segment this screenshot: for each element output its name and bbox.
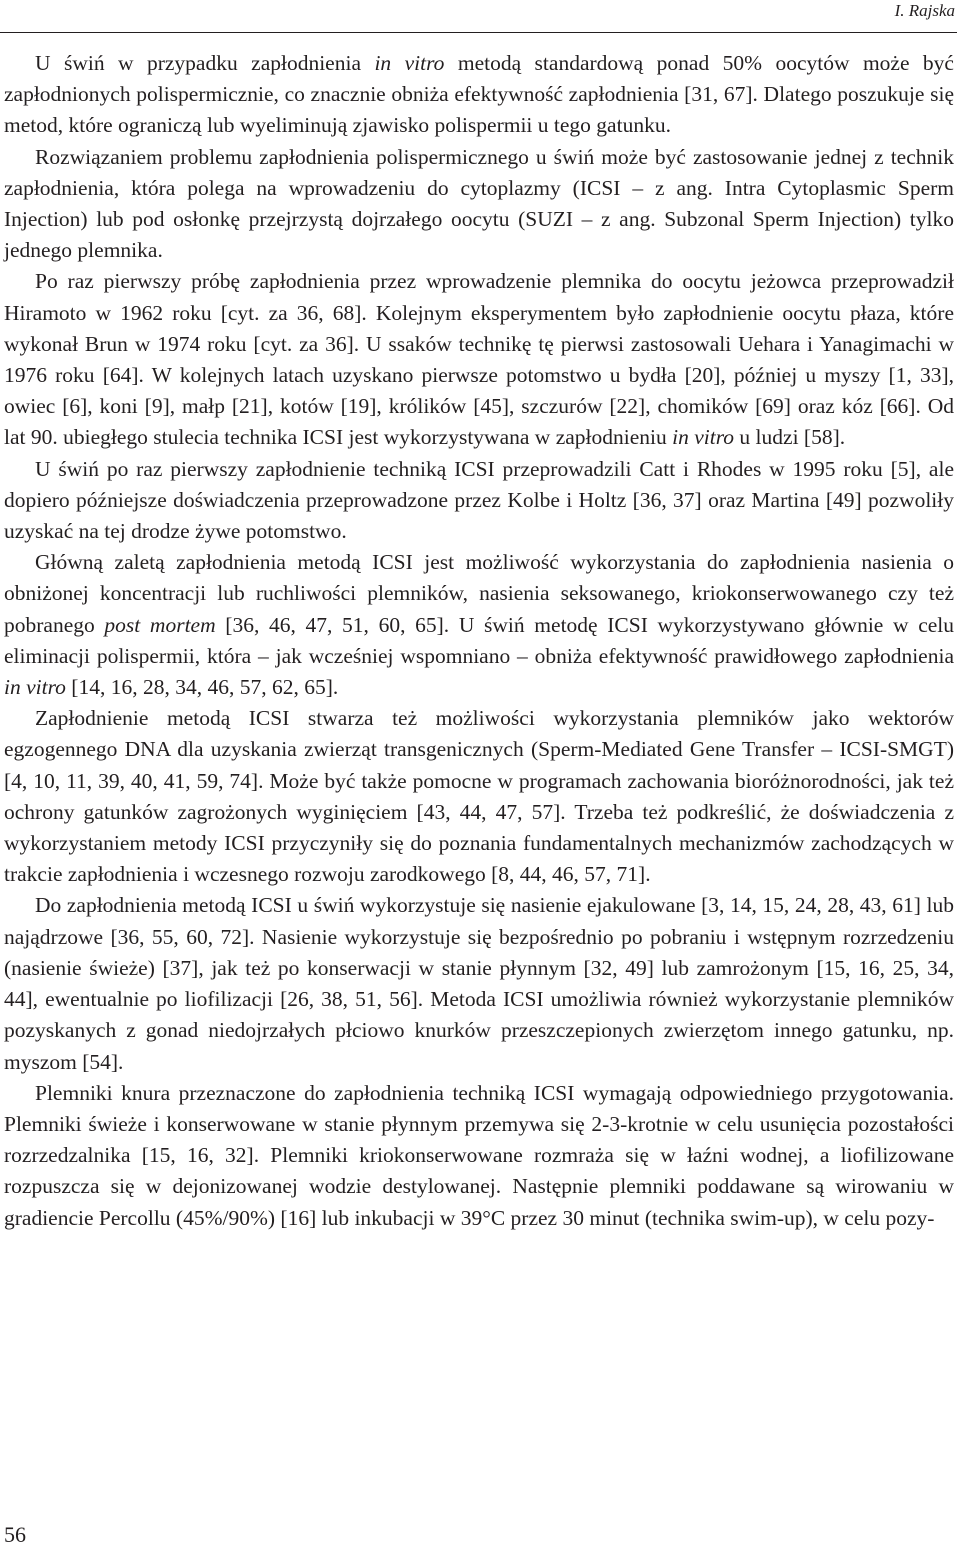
text-run: metodą standardową ponad 50% oocytów może być zapłodnionych polispermicznie, co znacznie obniża efektywność zapłodnienia [31, 67]. Dlatego poszukuje się metod, które ograniczą lub wyeliminują zjawisko polispermii u tego gatunku. — [4, 51, 954, 138]
text-run: Plemniki knura przeznaczone do zapłodnienia techniką ICSI wymagają odpowiedniego przygotowania. Plemniki świeże i konserwowane w stanie płynnym przemywa się 2-3-krotnie w celu usunięcia pozostałości rozrzedzalnika [15, 16, 32]. Plemniki kriokonserwowane rozmraża się w łaźni wodnej, a liofilizowane rozpuszcza się w dejonizowanej wodzie destylowanej. Następnie plemniki poddawane są wirowaniu w gradiencie Percollu (45%/90%) [16] lub inkubacji w 39°C przez 30 minut (technika swim-up), w celu pozy- — [4, 1080, 954, 1230]
paragraph — [4, 1078, 954, 1234]
paragraph — [4, 266, 954, 453]
italic-text: in vitro — [374, 51, 445, 75]
paragraph — [4, 547, 954, 703]
paragraph — [4, 890, 954, 1077]
body-text — [4, 48, 954, 1234]
text-run: Główną zaletą zapłodnienia metodą ICSI jest możliwość wykorzystania do zapłodnienia nasienia o obniżonej koncentracji lub ruchliwości plemników, nasienia seksowanego, kriokonserwowanego czy też pobranego — [4, 550, 954, 637]
text-run: Do zapłodnienia metodą ICSI u świń wykorzystuje się nasienie ejakulowane [3, 14, 15, 24, 28, 43, 61] lub najądrzowe [36, 55, 60, 72]. Nasienie wykorzystuje się bezpośrednio po pobraniu i wstępnym rozrzedzeniu (nasienie świeże) [37], jak też po konserwacji w stanie płynnym [32, 49] lub zamrożonym [15, 16, 25, 34, 44], ewentualnie po liofilizacji [26, 38, 51, 56]. Metoda ICSI umożliwia również wykorzystanie plemników pozyskanych z gonad niedojrzałych płciowo knurków przeszczepionych zwierzętom innego gatunku, np. myszom [54]. — [4, 893, 954, 1074]
page-number: 56 — [4, 1522, 26, 1547]
paragraph — [4, 454, 954, 548]
paragraph — [4, 142, 954, 267]
running-head-author: I. Rajska — [894, 1, 955, 20]
text-run: [14, 16, 28, 34, 46, 57, 62, 65]. — [65, 675, 339, 700]
italic-text: in vitro — [4, 675, 66, 700]
text-run: [36, 46, 47, 51, 60, 65]. U świń metodę ICSI wykorzystywano głównie w celu eliminacji polispermii, która – jak wcześniej wspomniano – obniża efektywność prawidłowego zapłodnienia — [4, 612, 955, 668]
paragraph — [4, 703, 954, 890]
text-run: Po raz pierwszy próbę zapłodnienia przez wprowadzenie plemnika do oocytu jeżowca przeprowadził Hiramoto w 1962 roku [cyt. za 36, 68]. Kolejnym eksperymentem było zapłodnienie oocytu płaza, które wykonał Brun w 1974 roku [cyt. za 36]. U ssaków technikę tę pierwsi zastosowali Uehara i Yanagimachi w 1976 roku [64]. W kolejnych latach uzyskano pierwsze potomstwo u bydła [20], później u myszy [1, 33], owiec [6], koni [9], małp [21], kotów [19], królików [45], szczurów [22], chomików [69] oraz kóz [66]. Od lat 90. ubiegłego stulecia technika ICSI jest wykorzystywana w zapłodnieniu — [4, 269, 954, 450]
italic-text: in vitro — [672, 425, 735, 450]
italic-text: post mortem — [104, 612, 216, 637]
text-run: Zapłodnienie metodą ICSI stwarza też możliwości wykorzystania plemników jako wektorów egzogennego DNA dla uzyskania zwierząt transgenicznych (Sperm-Mediated Gene Transfer – ICSI-SMGT) [4, 10, 11, 39, 40, 41, 59, 74]. Może być także pomocne w programach zachowania bioróżnorodności, jak też ochrony gatunków zagrożonych wyginięciem [43, 44, 47, 57]. Trzeba też podkreślić, że doświadczenia z wykorzystaniem metody ICSI przyczyniły się do poznania fundamentalnych mechanizmów zachodzących w trakcie zapłodnienia i wczesnego rozwoju zarodkowego [8, 44, 46, 57, 71]. — [4, 706, 954, 887]
text-run: U świń w przypadku zapłodnienia — [35, 51, 375, 75]
text-run: U świń po raz pierwszy zapłodnienie techniką ICSI przeprowadzili Catt i Rhodes w 1995 roku [5], ale dopiero późniejsze doświadczenia przeprowadzone przez Kolbe i Holtz [36, 37] oraz Martina [49] pozwoliły uzyskać na tej drodze żywe potomstwo. — [4, 456, 954, 544]
text-run: Rozwiązaniem problemu zapłodnienia polispermicznego u świń może być zastosowanie jednej z technik zapłodnienia, która polega na wprowadzeniu do cytoplazmy (ICSI – z ang. Intra Cytoplasmic Sperm Injection) lub pod osłonkę przejrzystą dojrzałego oocytu (SUZI – z ang. Subzonal Sperm Injection) tylko jednego plemnika. — [4, 144, 954, 263]
running-head — [0, 0, 957, 33]
text-run: u ludzi [58]. — [734, 425, 846, 450]
paragraph — [4, 48, 954, 142]
